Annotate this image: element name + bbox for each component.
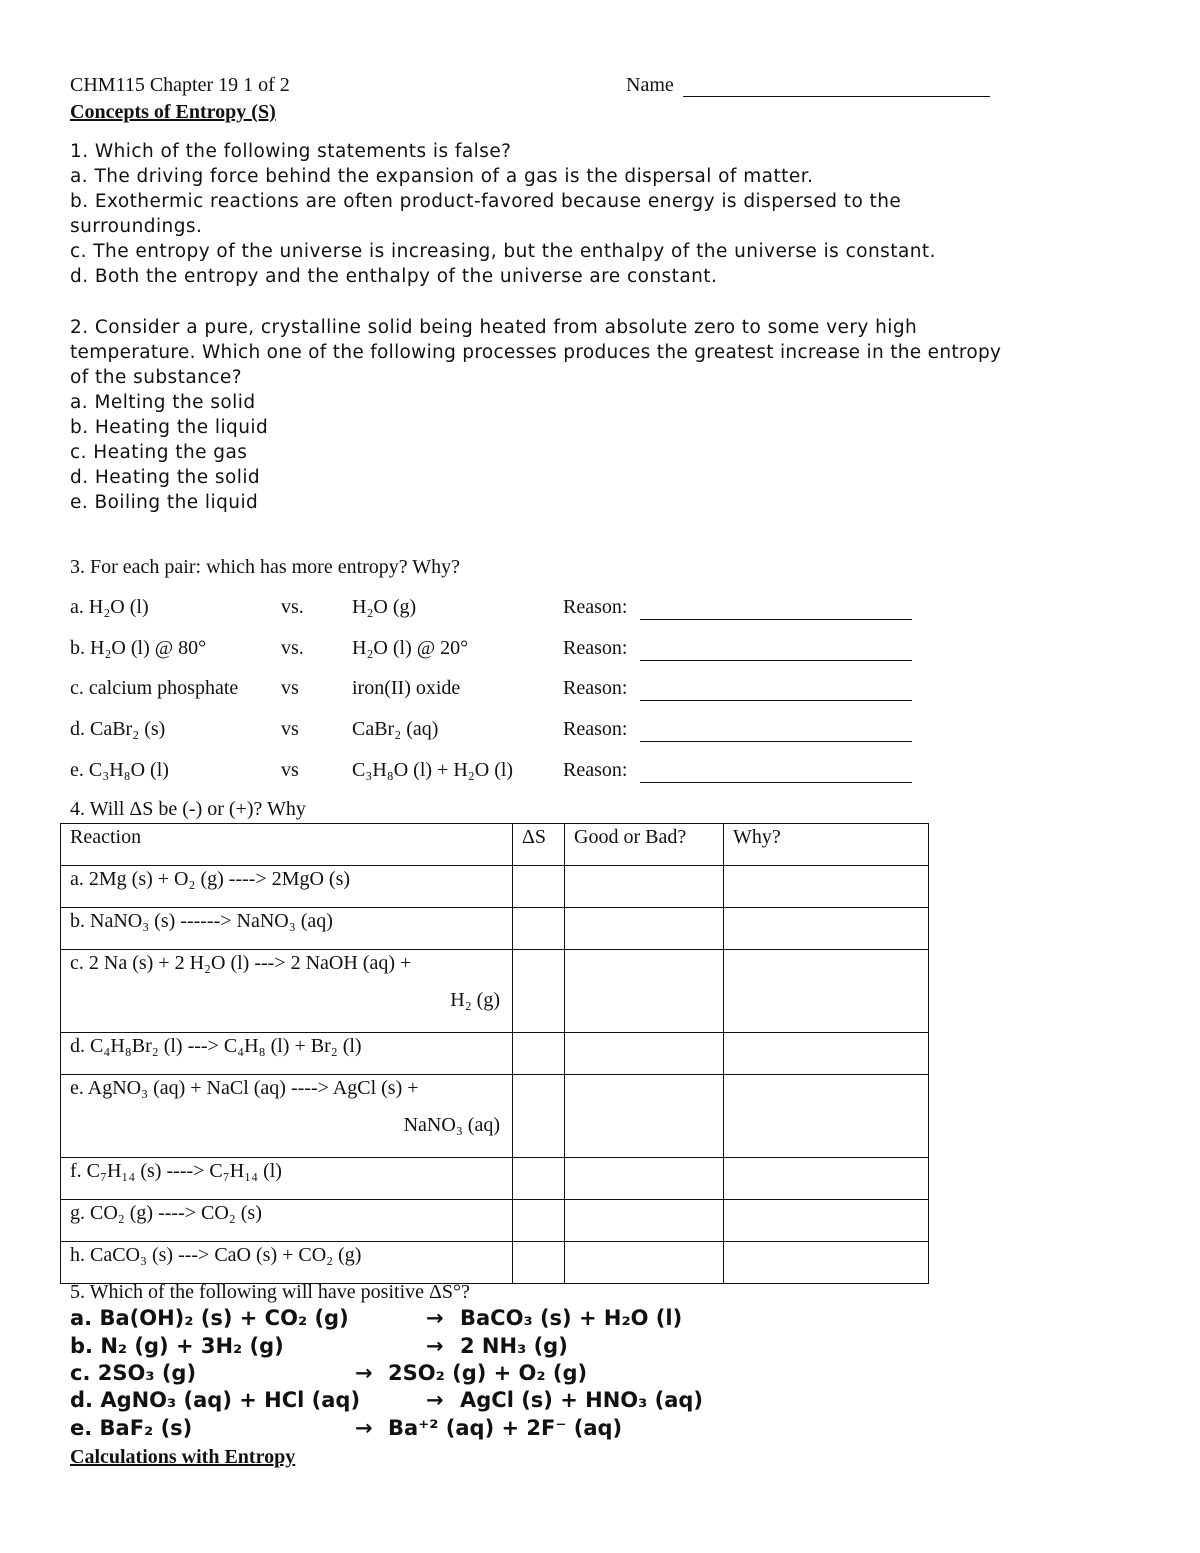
delta-s-cell[interactable]	[513, 1033, 565, 1075]
q3-pair-d-right: CaBr₂ (aq)	[352, 718, 439, 740]
q5-option-c-reactants: c. 2SO₃ (g)	[70, 1361, 197, 1385]
name-blank-line[interactable]	[683, 96, 990, 97]
q1-option-d: d. Both the entropy and the enthalpy of the universe are constant.	[70, 266, 718, 287]
why-cell[interactable]	[724, 1158, 929, 1200]
header-reaction: Reaction	[61, 824, 513, 866]
q3-reason-label: Reason:	[563, 759, 628, 781]
q3-pair-a-right: H₂O (g)	[352, 596, 417, 618]
reaction-cell: a. 2Mg (s) + O₂ (g) ----> 2MgO (s)	[61, 866, 513, 908]
q1-stem: 1. Which of the following statements is false?	[70, 141, 512, 162]
reaction-line-1: e. AgNO₃ (aq) + NaCl (aq) ----> AgCl (s) +	[70, 1077, 419, 1099]
q2-stem-line-2: temperature. Which one of the following processes produces the greatest increase in the entropy	[70, 342, 1002, 363]
arrow-right-icon: →	[355, 1361, 373, 1385]
reaction-cell	[61, 1075, 513, 1158]
q3-reason-line[interactable]	[640, 619, 912, 620]
q5-option-d-reactants: d. AgNO₃ (aq) + HCl (aq)	[70, 1388, 361, 1412]
why-cell[interactable]	[724, 908, 929, 950]
why-cell[interactable]	[724, 866, 929, 908]
q3-stem: 3. For each pair: which has more entropy? Why?	[70, 556, 461, 578]
q4-stem: 4. Will ΔS be (-) or (+)? Why	[70, 798, 306, 820]
q5-option-e-reactants: e. BaF₂ (s)	[70, 1416, 193, 1440]
q3-reason-line[interactable]	[640, 660, 912, 661]
reaction-line-2: NaNO₃ (aq)	[403, 1114, 500, 1136]
q3-pair-a-left: a. H₂O (l)	[70, 596, 149, 618]
q3-pair-d-vs: vs	[281, 718, 299, 740]
q2-option-e: e. Boiling the liquid	[70, 492, 259, 513]
table-row	[61, 866, 929, 908]
good-or-bad-cell[interactable]	[565, 950, 724, 1033]
reaction-line-1: c. 2 Na (s) + 2 H₂O (l) ---> 2 NaOH (aq) +	[70, 952, 412, 974]
reaction-line-2: H₂ (g)	[450, 989, 500, 1011]
table-row	[61, 1033, 929, 1075]
why-cell[interactable]	[724, 950, 929, 1033]
table-row	[61, 1158, 929, 1200]
table-row	[61, 950, 929, 1033]
delta-s-cell[interactable]	[513, 866, 565, 908]
q1-option-c: c. The entropy of the universe is increasing, but the enthalpy of the universe is constant.	[70, 241, 936, 262]
good-or-bad-cell[interactable]	[565, 1242, 724, 1284]
good-or-bad-cell[interactable]	[565, 1200, 724, 1242]
delta-s-cell[interactable]	[513, 1200, 565, 1242]
delta-s-cell[interactable]	[513, 908, 565, 950]
reaction-cell: h. CaCO₃ (s) ---> CaO (s) + CO₂ (g)	[61, 1242, 513, 1284]
q2-option-c: c. Heating the gas	[70, 442, 248, 463]
q3-pair-a-vs: vs.	[281, 596, 304, 618]
section-title-concepts: Concepts of Entropy (S)	[70, 101, 276, 123]
q3-pair-e-right: C₃H₈O (l) + H₂O (l)	[352, 759, 514, 781]
table-row	[61, 1242, 929, 1284]
q2-option-a: a. Melting the solid	[70, 392, 256, 413]
q3-pair-b-right: H₂O (l) @ 20°	[352, 637, 469, 659]
delta-s-cell[interactable]	[513, 1242, 565, 1284]
header-good-or-bad: Good or Bad?	[565, 824, 724, 866]
reaction-cell: b. NaNO₃ (s) ------> NaNO₃ (aq)	[61, 908, 513, 950]
delta-s-cell[interactable]	[513, 1158, 565, 1200]
q3-reason-line[interactable]	[640, 700, 912, 701]
q3-reason-line[interactable]	[640, 741, 912, 742]
arrow-right-icon: →	[426, 1334, 444, 1358]
good-or-bad-cell[interactable]	[565, 908, 724, 950]
q5-option-a-reactants: a. Ba(OH)₂ (s) + CO₂ (g)	[70, 1306, 349, 1330]
reaction-cell: d. C₄H₈Br₂ (l) ---> C₄H₈ (l) + Br₂ (l)	[61, 1033, 513, 1075]
q5-option-d-products: AgCl (s) + HNO₃ (aq)	[460, 1388, 704, 1412]
q3-reason-label: Reason:	[563, 596, 628, 618]
q3-pair-c-left: c. calcium phosphate	[70, 677, 239, 699]
delta-s-cell[interactable]	[513, 1075, 565, 1158]
delta-s-cell[interactable]	[513, 950, 565, 1033]
q3-pair-d-left: d. CaBr₂ (s)	[70, 718, 166, 740]
table-row	[61, 1075, 929, 1158]
why-cell[interactable]	[724, 1033, 929, 1075]
q5-stem: 5. Which of the following will have positive ΔS°?	[70, 1281, 470, 1303]
q2-stem-line-3: of the substance?	[70, 367, 243, 388]
q5-option-a-products: BaCO₃ (s) + H₂O (l)	[460, 1306, 683, 1330]
q3-pair-b-vs: vs.	[281, 637, 304, 659]
course-header: CHM115 Chapter 19 1 of 2	[70, 74, 290, 96]
why-cell[interactable]	[724, 1200, 929, 1242]
q3-reason-label: Reason:	[563, 637, 628, 659]
good-or-bad-cell[interactable]	[565, 1075, 724, 1158]
arrow-right-icon: →	[355, 1416, 373, 1440]
header-delta-s: ΔS	[513, 824, 565, 866]
header-why: Why?	[724, 824, 929, 866]
section-title-calculations: Calculations with Entropy	[70, 1446, 296, 1468]
reaction-cell: f. C₇H₁₄ (s) ----> C₇H₁₄ (l)	[61, 1158, 513, 1200]
good-or-bad-cell[interactable]	[565, 1158, 724, 1200]
q3-pair-e-left: e. C₃H₈O (l)	[70, 759, 169, 781]
arrow-right-icon: →	[426, 1306, 444, 1330]
why-cell[interactable]	[724, 1075, 929, 1158]
name-label: Name	[626, 74, 674, 96]
reaction-cell: g. CO₂ (g) ----> CO₂ (s)	[61, 1200, 513, 1242]
q3-pair-e-vs: vs	[281, 759, 299, 781]
q5-option-c-products: 2SO₂ (g) + O₂ (g)	[388, 1361, 588, 1385]
q1-option-a: a. The driving force behind the expansion of a gas is the dispersal of matter.	[70, 166, 814, 187]
q3-reason-line[interactable]	[640, 782, 912, 783]
q2-stem-line-1: 2. Consider a pure, crystalline solid being heated from absolute zero to some very high	[70, 317, 918, 338]
good-or-bad-cell[interactable]	[565, 866, 724, 908]
q3-pair-b-left: b. H₂O (l) @ 80°	[70, 637, 207, 659]
q1-option-b-cont: surroundings.	[70, 216, 203, 237]
q2-option-b: b. Heating the liquid	[70, 417, 269, 438]
q3-reason-label: Reason:	[563, 677, 628, 699]
q3-pair-c-right: iron(II) oxide	[352, 677, 461, 699]
q2-option-d: d. Heating the solid	[70, 467, 261, 488]
why-cell[interactable]	[724, 1242, 929, 1284]
table-header-row	[61, 824, 929, 866]
q3-reason-label: Reason:	[563, 718, 628, 740]
q5-option-b-products: 2 NH₃ (g)	[460, 1334, 568, 1358]
q1-option-b: b. Exothermic reactions are often product-favored because energy is dispersed to the	[70, 191, 902, 212]
q5-option-b-reactants: b. N₂ (g) + 3H₂ (g)	[70, 1334, 284, 1358]
reaction-cell	[61, 950, 513, 1033]
good-or-bad-cell[interactable]	[565, 1033, 724, 1075]
arrow-right-icon: →	[426, 1388, 444, 1412]
q3-pair-c-vs: vs	[281, 677, 299, 699]
q4-reaction-table	[60, 823, 929, 1284]
table-row	[61, 908, 929, 950]
table-row	[61, 1200, 929, 1242]
q5-option-e-products: Ba⁺² (aq) + 2F⁻ (aq)	[388, 1416, 623, 1440]
